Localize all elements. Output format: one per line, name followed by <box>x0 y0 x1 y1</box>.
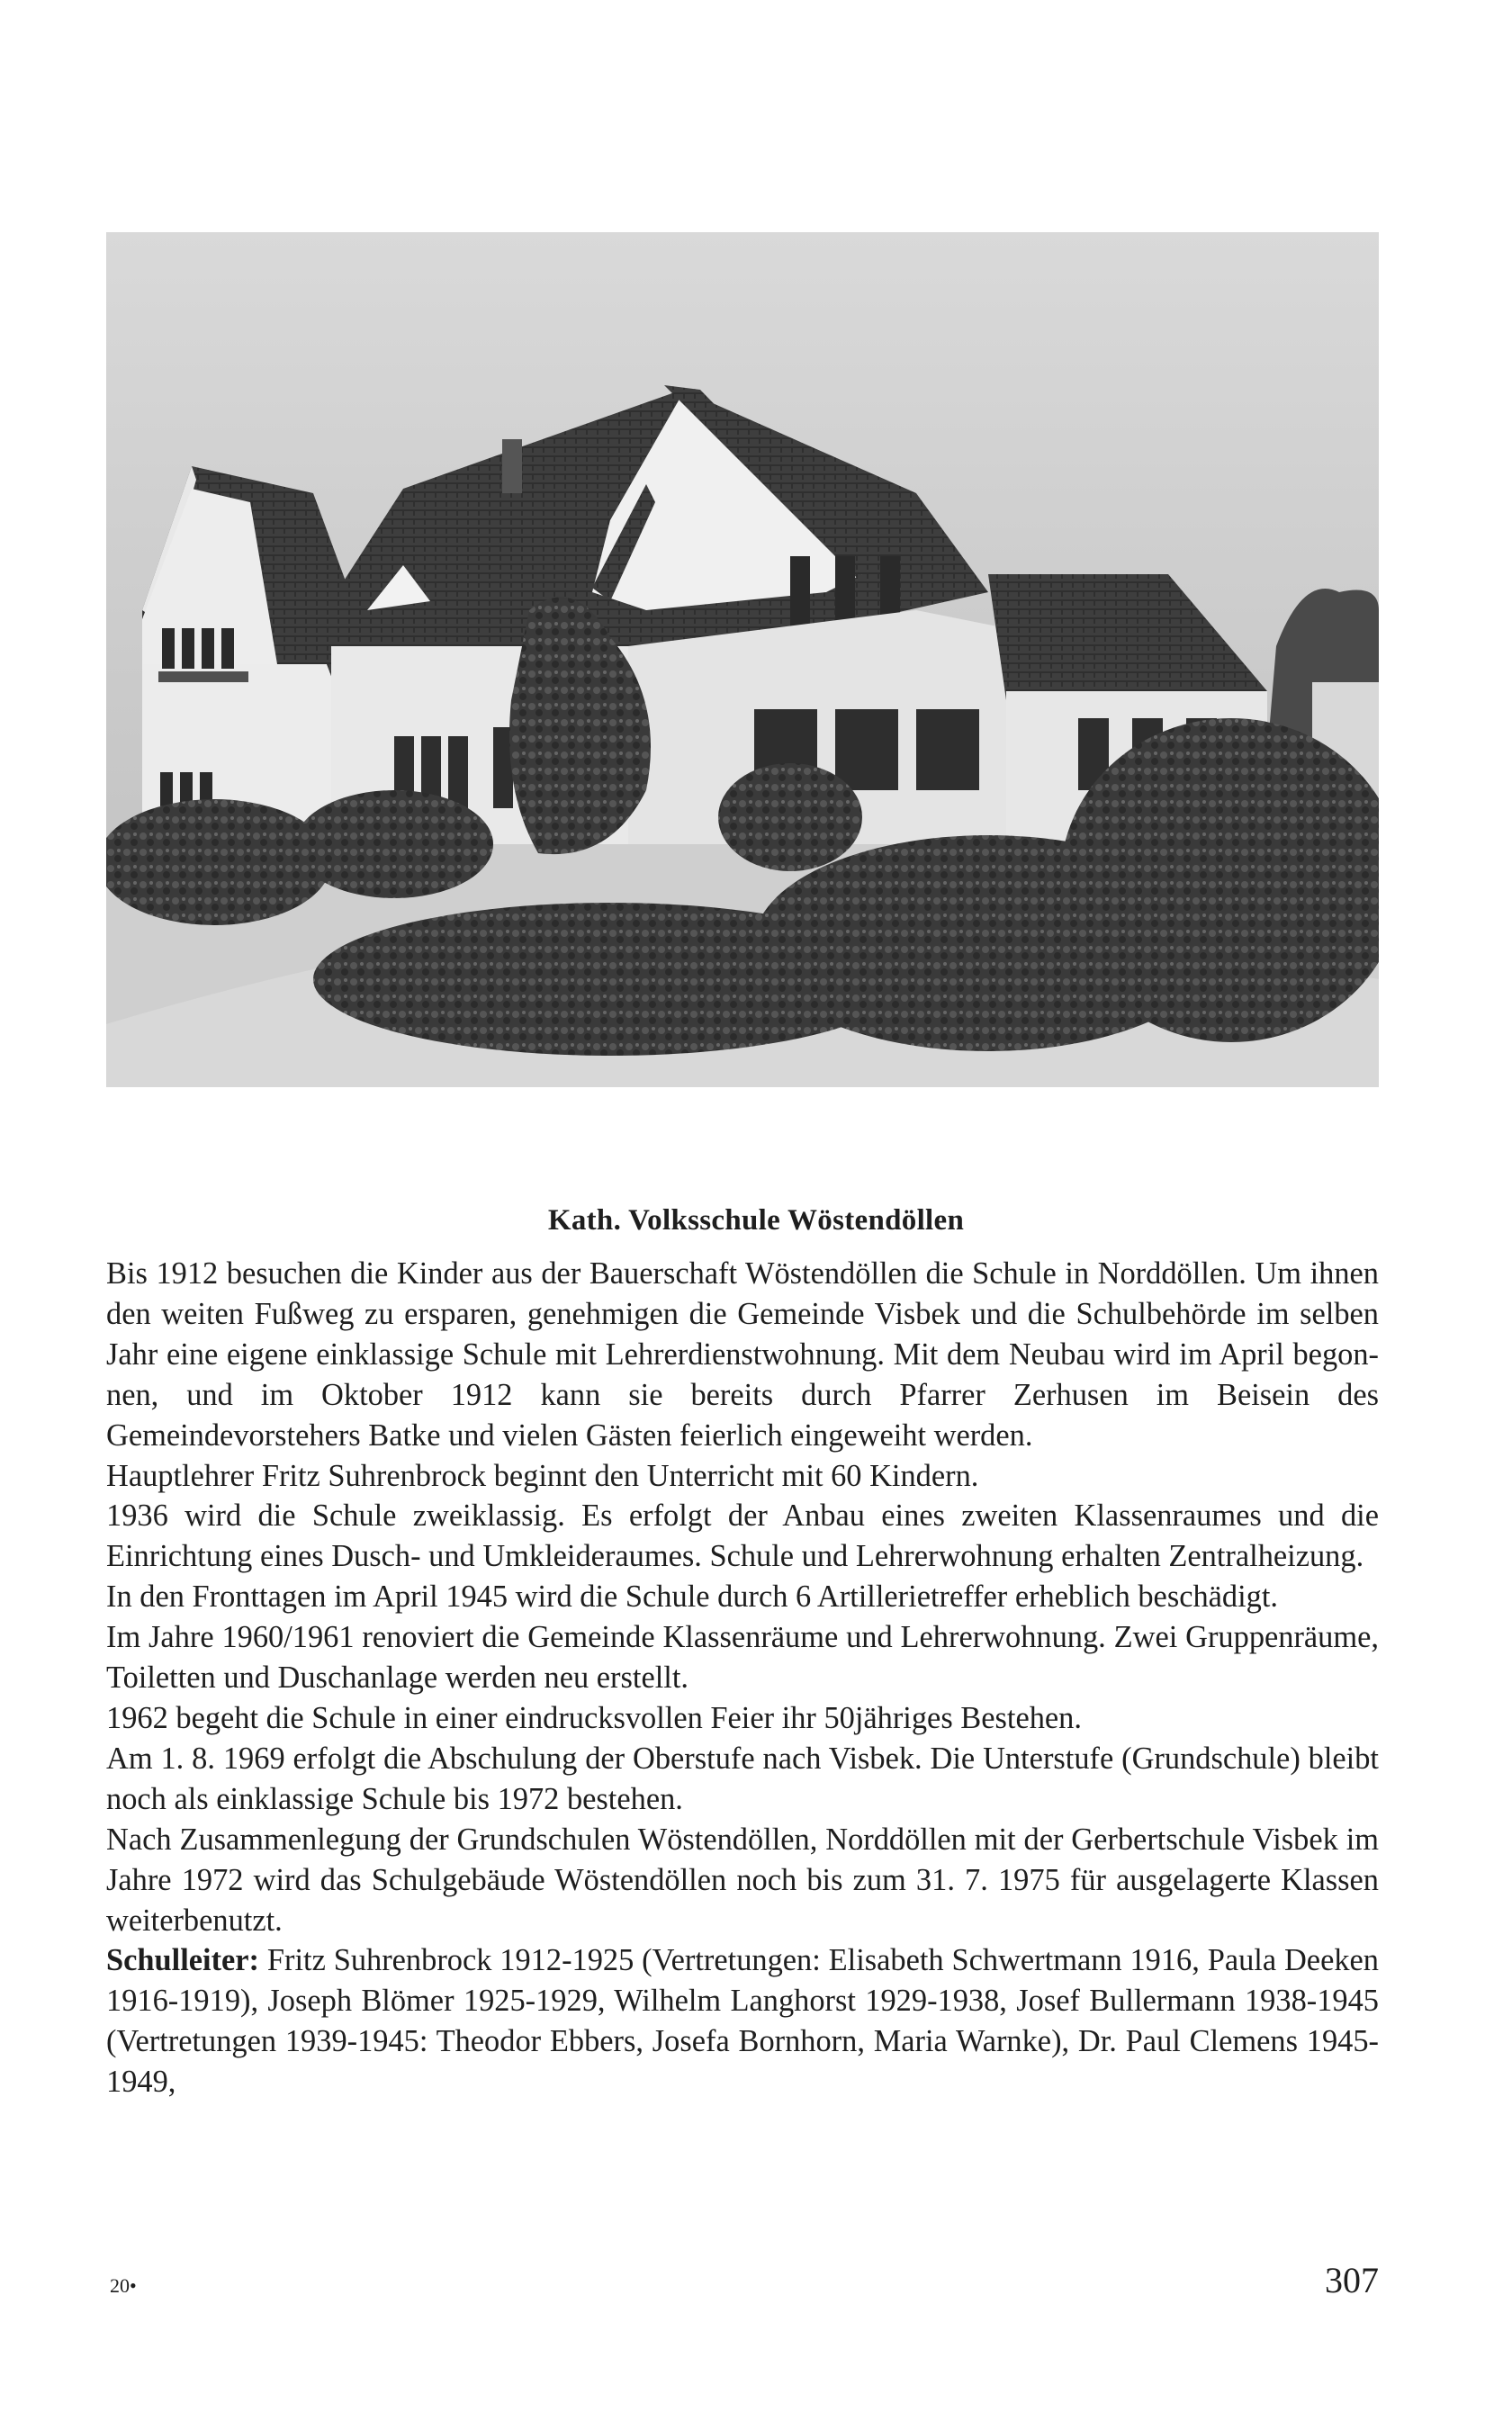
body-text <box>106 1254 1379 2102</box>
signature-mark: 20• <box>110 2274 137 2297</box>
paragraph: Hauptlehrer Fritz Suhrenbrock beginnt den Unterricht mit 60 Kindern. <box>106 1458 979 1493</box>
schulleiter-label: Schulleiter: <box>106 1943 260 1978</box>
paragraph: 1936 wird die Schule zweiklassig. Es erfolgt der Anbau eines zweiten Klassenraumes und die Einrichtung eines Dusch- und Umkleideraumes. Schule und Lehrerwohnung erhalten Zentralheizung. <box>106 1498 1379 1574</box>
paragraph: Im Jahre 1960/1961 renoviert die Gemeinde Klassenräume und Lehrerwohnung. Zwei Gruppenräume, Toiletten und Duschanlage werden neu erstellt. <box>106 1620 1379 1696</box>
page-number: 307 <box>1325 2260 1379 2300</box>
school-building-photo <box>106 232 1379 1087</box>
photo-illustration <box>106 232 1379 1087</box>
schulleiter-paragraph <box>106 1940 1379 2102</box>
paragraph: Am 1. 8. 1969 erfolgt die Abschulung der Oberstufe nach Visbek. Die Unterstufe (Grundschule) bleibt noch als einklassige Schule bis 1972 bestehen. <box>106 1741 1379 1816</box>
photo-caption: Kath. Volksschule Wöstendöllen <box>547 1204 965 1237</box>
schulleiter-text: Fritz Suhrenbrock 1912-1925 (Vertretungen: Elisabeth Schwertmann 1916, Paula Deeken 1916-1919), Joseph Blömer 1925-1929, Wilhelm Langhorst 1929-1938, Josef Bullermann 1938-1945 (Vertretungen 1939-1945: Theodor Ebbers, Josefa Bornhorn, Maria Warnke), Dr. Paul Clemens 1945-1949, <box>106 1943 1379 2100</box>
paragraph: In den Fronttagen im April 1945 wird die Schule durch 6 Artillerietreffer erheblich beschädigt. <box>106 1580 1279 1615</box>
paragraph: 1962 begeht die Schule in einer eindrucksvollen Feier ihr 50jähriges Bestehen. <box>106 1700 1082 1735</box>
paragraph: Bis 1912 besuchen die Kinder aus der Bauerschaft Wöstendöllen die Schule in Norddöllen. Um ihnen den weiten Fußweg zu ersparen, genehmigen die Gemeinde Visbek und die Schulbehörde im selben Jahr eine eigene einklassige Schule mit Lehrerdienstwohnung. Mit dem Neubau wird im April begonnen, und im Oktober 1912 kann sie bereits durch Pfarrer Zerhusen im Beisein des Gemeindevorstehers Batke und vielen Gästen feierlich eingeweiht werden. <box>106 1256 1379 1453</box>
paragraph: Nach Zusammenlegung der Grundschulen Wöstendöllen, Norddöllen mit der Gerbertschule Visbek im Jahre 1972 wird das Schulgebäude Wöstendöllen noch bis zum 31. 7. 1975 für ausgelagerte Klassen weiterbenutzt. <box>106 1822 1379 1938</box>
